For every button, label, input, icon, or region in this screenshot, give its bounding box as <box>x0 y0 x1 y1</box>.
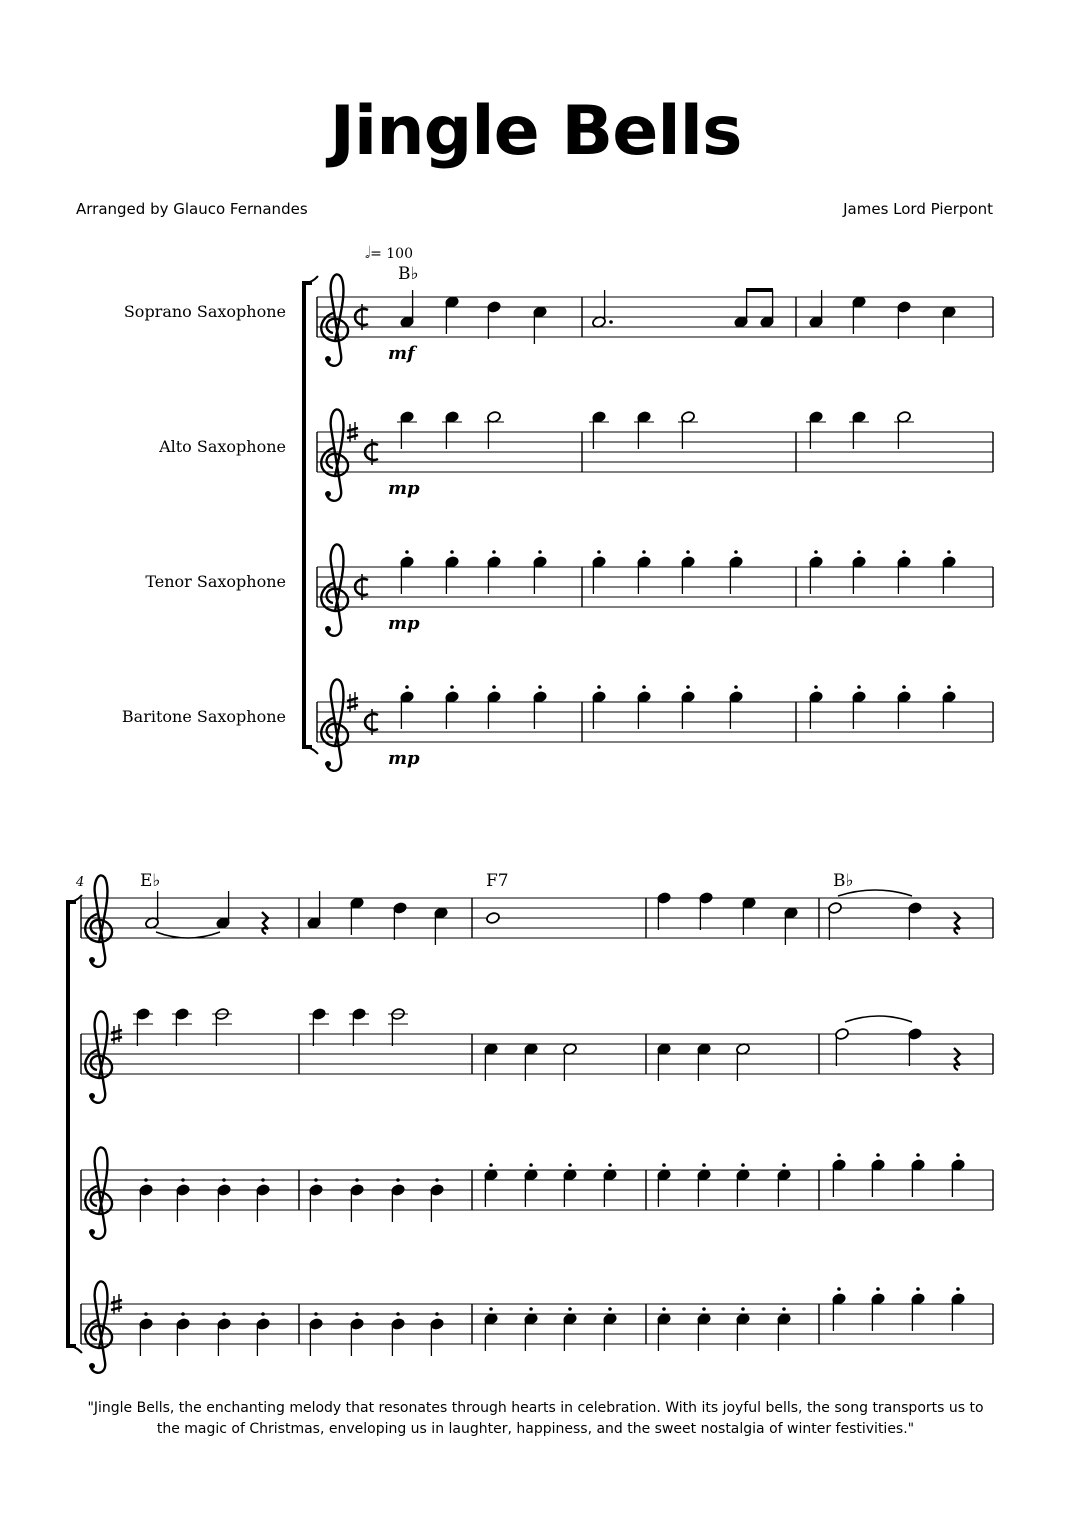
staccato-dot <box>702 1163 706 1167</box>
treble-clef <box>85 875 112 966</box>
staccato-dot <box>734 550 738 554</box>
staccato-dot <box>686 685 690 689</box>
system-2 <box>68 871 993 1373</box>
staccato-dot <box>876 1153 880 1157</box>
page-title: Jingle Bells <box>329 92 742 171</box>
instrument-name: Soprano Saxophone <box>123 302 286 321</box>
tie <box>156 932 220 938</box>
staccato-dot <box>741 1307 745 1311</box>
staccato-dot <box>947 550 951 554</box>
staccato-dot <box>314 1178 318 1182</box>
staccato-dot <box>435 1312 439 1316</box>
staccato-dot <box>405 685 409 689</box>
staccato-dot <box>741 1163 745 1167</box>
staccato-dot <box>608 1307 612 1311</box>
dynamic-marking: mp <box>388 478 420 499</box>
arranger-credit: Arranged by Glauco Fernandes <box>76 200 308 218</box>
staccato-dot <box>492 685 496 689</box>
beam <box>746 288 773 292</box>
staccato-dot <box>435 1178 439 1182</box>
measure-number: 4 <box>76 875 85 890</box>
staccato-dot <box>782 1163 786 1167</box>
staccato-dot <box>642 550 646 554</box>
staccato-dot <box>144 1178 148 1182</box>
staccato-dot <box>956 1153 960 1157</box>
staccato-dot <box>538 685 542 689</box>
staccato-dot <box>489 1163 493 1167</box>
dynamic-marking: mp <box>388 748 420 769</box>
composer-credit: James Lord Pierpont <box>843 200 993 218</box>
staccato-dot <box>222 1178 226 1182</box>
staccato-dot <box>902 685 906 689</box>
staccato-dot <box>261 1178 265 1182</box>
staccato-dot <box>450 685 454 689</box>
quarter-rest <box>954 1048 960 1070</box>
system-bracket <box>68 902 76 1346</box>
staccato-dot <box>902 550 906 554</box>
chord-symbol: E♭ <box>140 871 161 891</box>
staccato-dot <box>529 1307 533 1311</box>
treble-clef <box>85 1011 112 1102</box>
dynamic-marking: mf <box>388 343 415 364</box>
staff-group <box>81 875 993 1372</box>
instrument-name: Baritone Saxophone <box>121 707 286 726</box>
staccato-dot <box>396 1312 400 1316</box>
staccato-dot <box>876 1287 880 1291</box>
staccato-dot <box>355 1312 359 1316</box>
staccato-dot <box>608 1163 612 1167</box>
tempo-marking: 𝅗𝅥= 100 <box>365 243 413 262</box>
treble-clef <box>321 544 348 635</box>
staccato-dot <box>144 1312 148 1316</box>
instrument-name: Alto Saxophone <box>159 437 286 456</box>
staccato-dot <box>662 1307 666 1311</box>
staccato-dot <box>492 550 496 554</box>
staccato-dot <box>568 1307 572 1311</box>
staccato-dot <box>916 1287 920 1291</box>
staccato-dot <box>261 1312 265 1316</box>
treble-clef <box>321 409 348 500</box>
staccato-dot <box>181 1312 185 1316</box>
staccato-dot <box>538 550 542 554</box>
system-1 <box>122 243 993 771</box>
dynamic-marking: mp <box>388 613 420 634</box>
treble-clef <box>85 1147 112 1238</box>
staccato-dot <box>396 1178 400 1182</box>
chord-symbol: B♭ <box>398 264 419 284</box>
staccato-dot <box>568 1163 572 1167</box>
staccato-dot <box>222 1312 226 1316</box>
staccato-dot <box>662 1163 666 1167</box>
chord-symbol: F7 <box>486 871 509 891</box>
dot <box>609 320 613 324</box>
staccato-dot <box>355 1178 359 1182</box>
staccato-dot <box>314 1312 318 1316</box>
staccato-dot <box>450 550 454 554</box>
staccato-dot <box>686 550 690 554</box>
staccato-dot <box>782 1307 786 1311</box>
staccato-dot <box>597 685 601 689</box>
chord-symbol: B♭ <box>833 871 854 891</box>
staccato-dot <box>642 685 646 689</box>
treble-clef <box>321 274 348 365</box>
staccato-dot <box>837 1287 841 1291</box>
staccato-dot <box>529 1163 533 1167</box>
treble-clef <box>321 679 348 770</box>
note-head <box>486 912 501 925</box>
staccato-dot <box>405 550 409 554</box>
treble-clef <box>85 1281 112 1372</box>
tie <box>845 1016 912 1022</box>
staccato-dot <box>814 550 818 554</box>
staccato-dot <box>947 685 951 689</box>
staccato-dot <box>489 1307 493 1311</box>
instrument-name: Tenor Saxophone <box>145 572 286 591</box>
staccato-dot <box>181 1178 185 1182</box>
staccato-dot <box>857 550 861 554</box>
staccato-dot <box>734 685 738 689</box>
system-bracket <box>304 283 312 747</box>
staccato-dot <box>857 685 861 689</box>
staccato-dot <box>702 1307 706 1311</box>
staccato-dot <box>916 1153 920 1157</box>
quarter-rest <box>262 912 268 934</box>
staccato-dot <box>597 550 601 554</box>
staccato-dot <box>837 1153 841 1157</box>
quarter-rest <box>954 912 960 934</box>
staccato-dot <box>956 1287 960 1291</box>
staccato-dot <box>814 685 818 689</box>
footer-quote: "Jingle Bells, the enchanting melody that resonates through hearts in celebration. With its joyful bells, the song transports us to the magic of Christmas, enveloping us in laughter, happiness, and the sweet nostalgia of winter festivities." <box>87 1400 984 1437</box>
staff-group <box>317 274 993 770</box>
